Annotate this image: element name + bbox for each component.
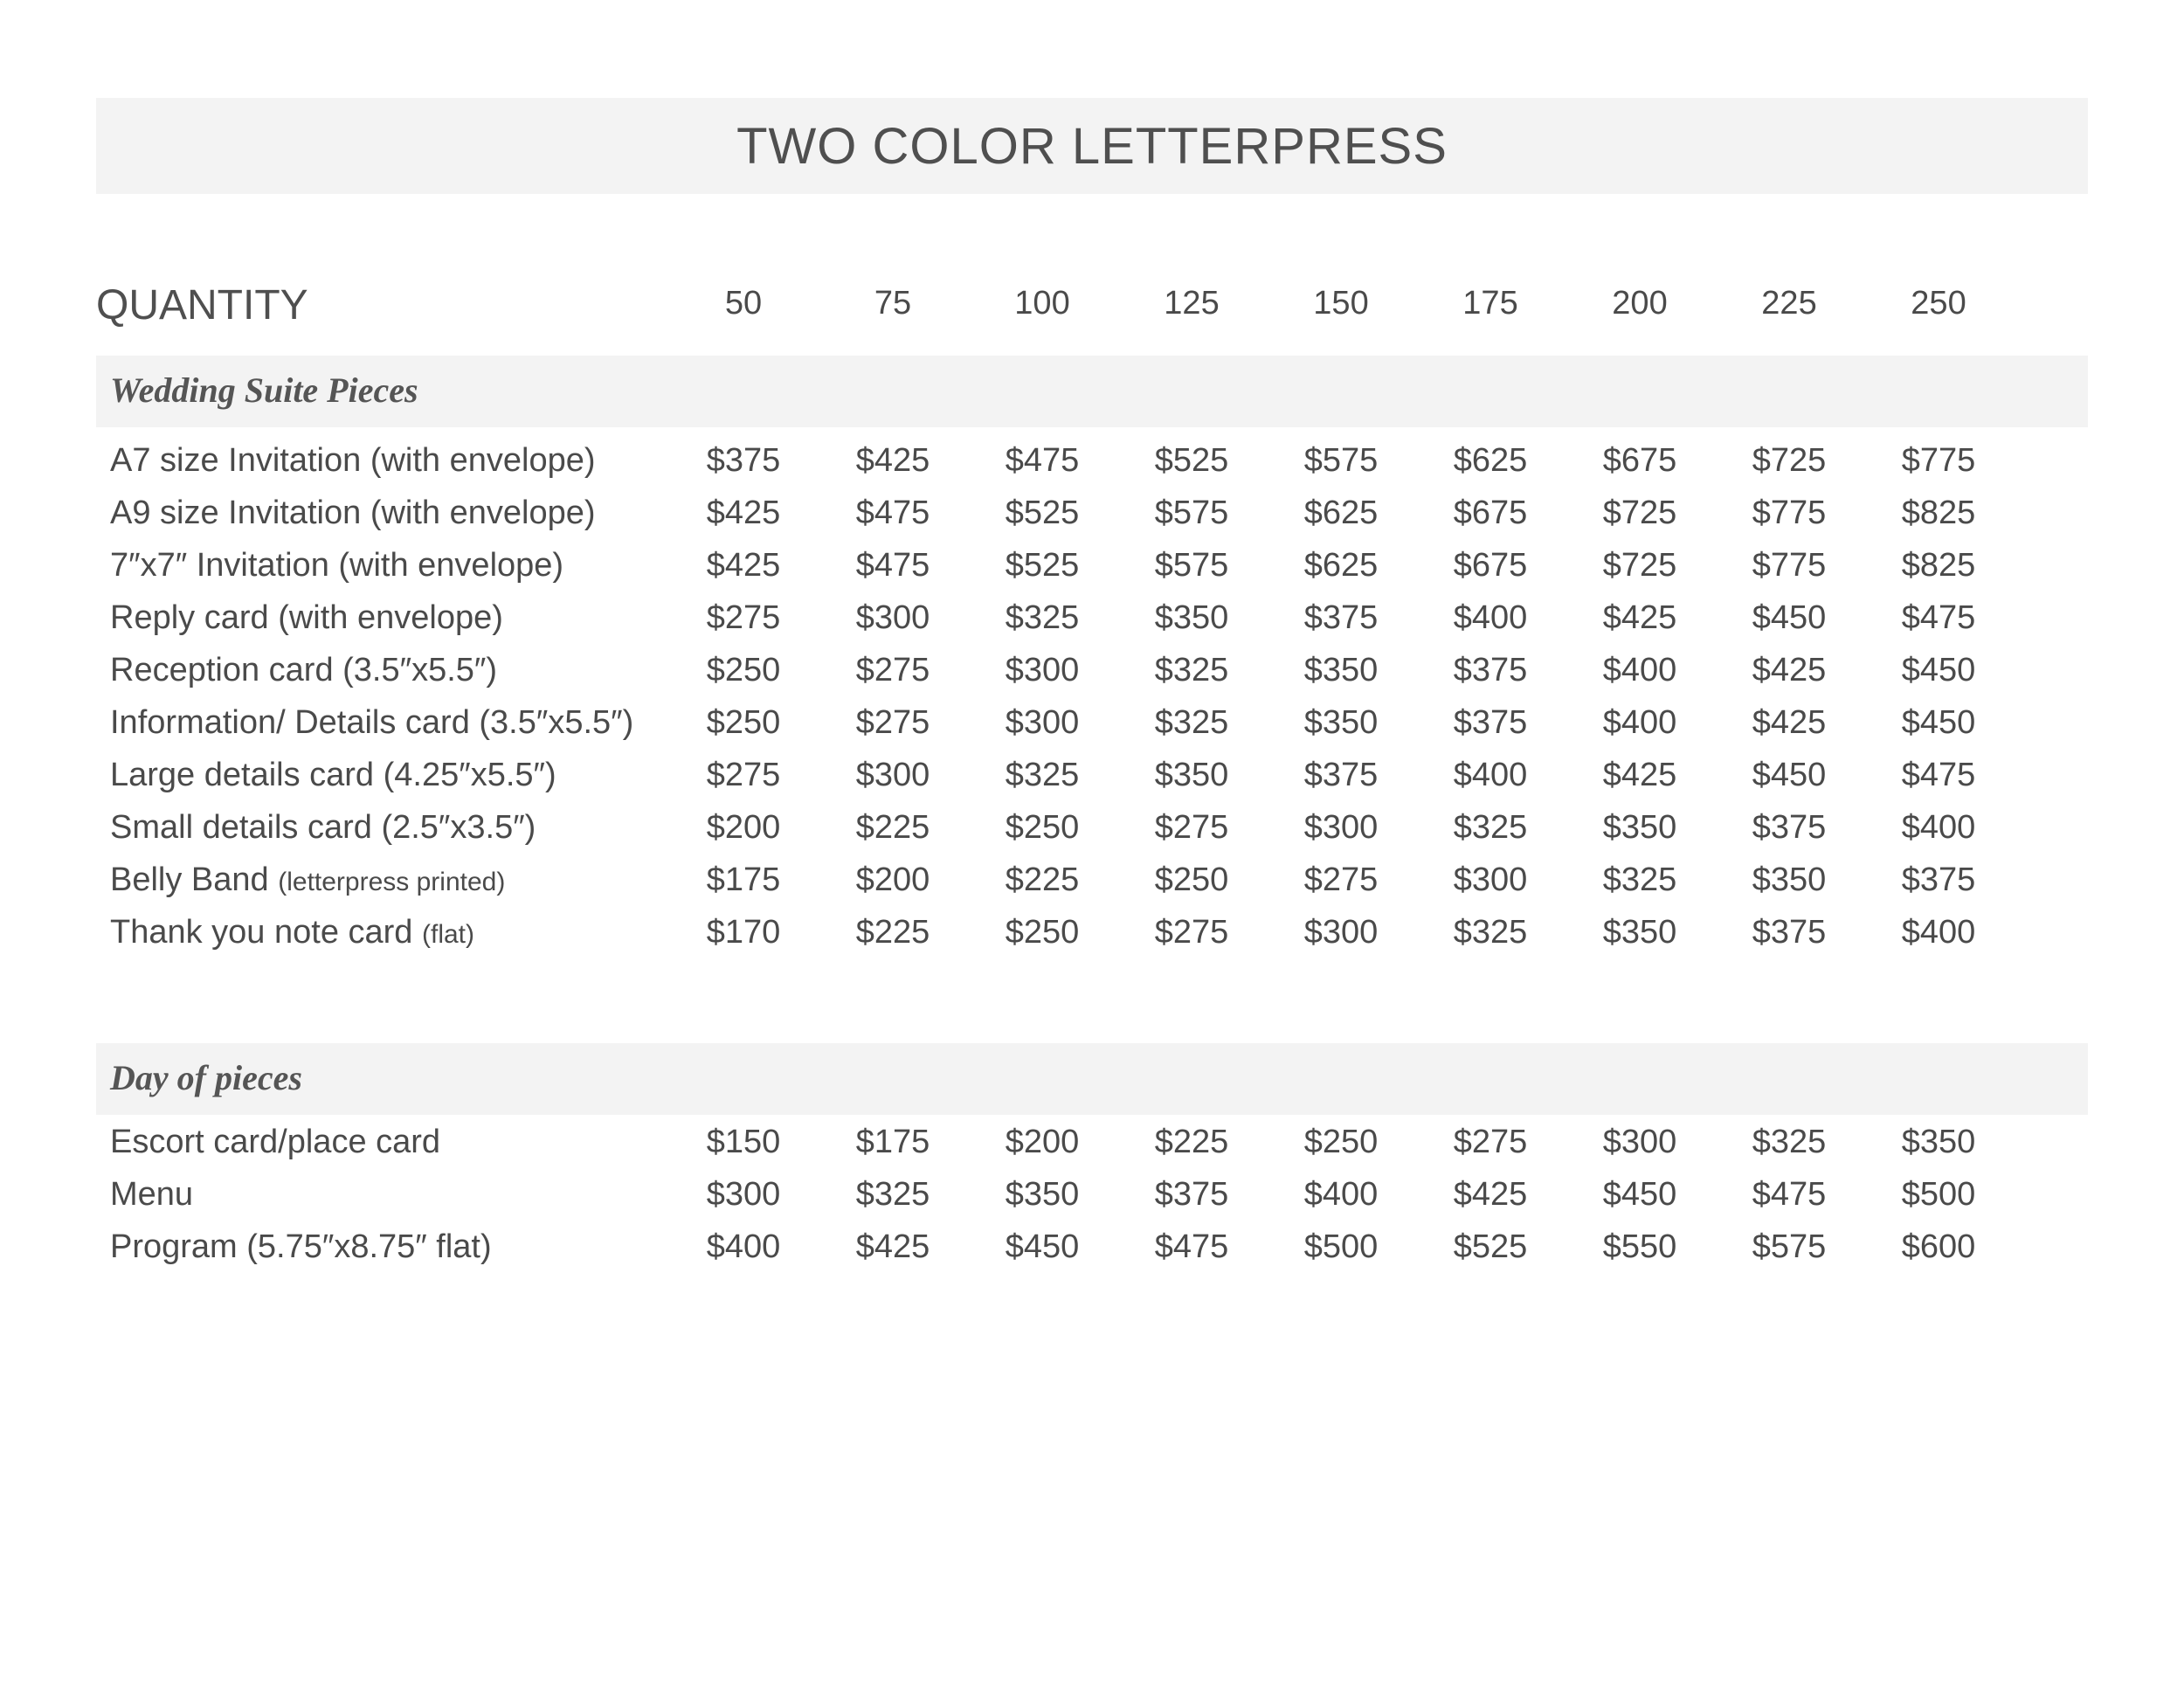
price-cell: $475 [1752, 1176, 1827, 1213]
price-cell: $275 [855, 652, 930, 688]
price-cell: $350 [1005, 1176, 1080, 1213]
row-label-text: Belly Band [110, 861, 269, 898]
row-label-text: 7″x7″ Invitation (with envelope) [110, 547, 564, 584]
quantity-header-cell: 200 [1612, 285, 1668, 322]
price-cell: $725 [1602, 547, 1677, 584]
row-label-text: Escort card/place card [110, 1124, 441, 1160]
price-cell: $475 [1901, 599, 1976, 636]
price-cell: $725 [1602, 495, 1677, 531]
quantity-header-cell: 250 [1911, 285, 1966, 322]
price-cell: $275 [706, 599, 781, 636]
section-heading: Day of pieces [110, 1058, 302, 1097]
price-cell: $350 [1154, 757, 1229, 793]
price-cell: $575 [1303, 442, 1379, 479]
price-cell: $475 [855, 547, 930, 584]
price-cell: $325 [1453, 809, 1528, 846]
price-cell: $150 [706, 1124, 781, 1160]
section-heading: Wedding Suite Pieces [110, 370, 418, 410]
price-cell: $675 [1453, 547, 1528, 584]
price-cell: $400 [1453, 757, 1528, 793]
row-label-text: Reply card (with envelope) [110, 599, 503, 636]
price-cell: $300 [855, 599, 930, 636]
price-cell: $450 [1005, 1228, 1080, 1265]
price-cell: $350 [1154, 599, 1229, 636]
price-cell: $400 [1602, 652, 1677, 688]
row-label [110, 757, 556, 794]
price-cell: $450 [1901, 704, 1976, 741]
price-cell: $350 [1602, 914, 1677, 951]
price-cell: $400 [1901, 809, 1976, 846]
price-cell: $200 [855, 861, 930, 898]
quantity-header-cell: 175 [1462, 285, 1518, 322]
price-cell: $275 [855, 704, 930, 741]
price-cell: $375 [1752, 914, 1827, 951]
price-cell: $525 [1154, 442, 1229, 479]
price-cell: $325 [1005, 757, 1080, 793]
price-cell: $675 [1453, 495, 1528, 531]
price-cell: $200 [706, 809, 781, 846]
quantity-header-cell: 150 [1313, 285, 1369, 322]
price-cell: $325 [1154, 652, 1229, 688]
price-cell: $225 [1005, 861, 1080, 898]
row-label-text: Information/ Details card (3.5″x5.5″) [110, 704, 634, 741]
price-cell: $300 [1005, 652, 1080, 688]
row-label [110, 652, 497, 689]
price-cell: $425 [706, 547, 781, 584]
price-cell: $175 [706, 861, 781, 898]
row-label [110, 861, 505, 899]
quantity-label: QUANTITY [96, 282, 308, 329]
price-cell: $425 [1602, 599, 1677, 636]
quantity-header-cell: 50 [724, 285, 763, 322]
quantity-header-cell: 225 [1761, 285, 1817, 322]
price-cell: $625 [1453, 442, 1528, 479]
price-cell: $775 [1901, 442, 1976, 479]
price-cell: $275 [706, 757, 781, 793]
price-cell: $375 [1154, 1176, 1229, 1213]
price-cell: $600 [1901, 1228, 1976, 1265]
price-cell: $825 [1901, 547, 1976, 584]
price-cell: $625 [1303, 495, 1379, 531]
quantity-header-cell: 75 [874, 285, 912, 322]
price-cell: $225 [855, 809, 930, 846]
row-label [110, 599, 503, 637]
price-cell: $250 [1005, 914, 1080, 951]
price-cell: $500 [1901, 1176, 1976, 1213]
price-cell: $625 [1303, 547, 1379, 584]
price-cell: $775 [1752, 495, 1827, 531]
page-title: TWO COLOR LETTERPRESS [736, 117, 1448, 175]
price-cell: $450 [1901, 652, 1976, 688]
price-cell: $300 [1005, 704, 1080, 741]
price-cell: $550 [1602, 1228, 1677, 1265]
row-label [110, 1228, 492, 1266]
price-cell: $525 [1453, 1228, 1528, 1265]
price-cell: $425 [855, 1228, 930, 1265]
row-label [110, 1124, 440, 1161]
price-cell: $450 [1602, 1176, 1677, 1213]
price-cell: $250 [706, 652, 781, 688]
price-cell: $300 [855, 757, 930, 793]
price-cell: $475 [1901, 757, 1976, 793]
section-day-of-pieces [96, 1043, 2088, 1115]
price-cell: $400 [1453, 599, 1528, 636]
title-bar [96, 98, 2088, 194]
price-cell: $475 [855, 495, 930, 531]
row-label [110, 442, 596, 480]
price-cell: $250 [1005, 809, 1080, 846]
price-cell: $275 [1154, 809, 1229, 846]
row-label-text: A7 size Invitation (with envelope) [110, 442, 596, 479]
price-cell: $350 [1602, 809, 1677, 846]
row-label-text: Program (5.75″x8.75″ flat) [110, 1228, 492, 1265]
price-cell: $400 [1901, 914, 1976, 951]
price-cell: $300 [1303, 809, 1379, 846]
price-cell: $300 [1453, 861, 1528, 898]
price-cell: $350 [1303, 652, 1379, 688]
price-cell: $425 [1453, 1176, 1528, 1213]
price-cell: $300 [706, 1176, 781, 1213]
price-cell: $475 [1005, 442, 1080, 479]
row-label [110, 809, 536, 847]
price-cell: $250 [706, 704, 781, 741]
price-cell: $400 [1602, 704, 1677, 741]
quantity-header-cell: 125 [1164, 285, 1220, 322]
price-cell: $425 [1602, 757, 1677, 793]
row-label [110, 547, 563, 585]
row-label [110, 914, 474, 951]
quantity-header-cell: 100 [1014, 285, 1070, 322]
price-cell: $575 [1154, 495, 1229, 531]
row-label [110, 495, 596, 532]
price-cell: $325 [1453, 914, 1528, 951]
price-cell: $350 [1901, 1124, 1976, 1160]
price-cell: $425 [1752, 652, 1827, 688]
row-label-text: A9 size Invitation (with envelope) [110, 495, 596, 531]
price-cell: $350 [1752, 861, 1827, 898]
row-label-text: Menu [110, 1176, 194, 1213]
price-cell: $325 [855, 1176, 930, 1213]
price-cell: $425 [706, 495, 781, 531]
price-cell: $300 [1602, 1124, 1677, 1160]
price-cell: $375 [1901, 861, 1976, 898]
price-cell: $250 [1303, 1124, 1379, 1160]
price-cell: $275 [1453, 1124, 1528, 1160]
price-cell: $400 [1303, 1176, 1379, 1213]
row-label [110, 704, 633, 742]
row-label-note: (flat) [422, 920, 474, 949]
price-cell: $450 [1752, 599, 1827, 636]
row-label-text: Small details card (2.5″x3.5″) [110, 809, 536, 846]
price-cell: $475 [1154, 1228, 1229, 1265]
row-label-text: Large details card (4.25″x5.5″) [110, 757, 556, 793]
price-cell: $200 [1005, 1124, 1080, 1160]
price-cell: $425 [855, 442, 930, 479]
price-cell: $225 [855, 914, 930, 951]
price-cell: $325 [1602, 861, 1677, 898]
row-label-note: (letterpress printed) [278, 868, 506, 896]
row-label-text: Thank you note card [110, 914, 413, 951]
price-cell: $500 [1303, 1228, 1379, 1265]
price-cell: $300 [1303, 914, 1379, 951]
price-cell: $250 [1154, 861, 1229, 898]
price-cell: $170 [706, 914, 781, 951]
price-cell: $375 [706, 442, 781, 479]
section-wedding-suite [96, 356, 2088, 427]
price-cell: $375 [1303, 757, 1379, 793]
price-cell: $825 [1901, 495, 1976, 531]
price-cell: $325 [1752, 1124, 1827, 1160]
price-cell: $525 [1005, 547, 1080, 584]
price-cell: $175 [855, 1124, 930, 1160]
price-cell: $450 [1752, 757, 1827, 793]
price-cell: $725 [1752, 442, 1827, 479]
price-cell: $400 [706, 1228, 781, 1265]
price-cell: $375 [1453, 652, 1528, 688]
row-label-text: Reception card (3.5″x5.5″) [110, 652, 498, 688]
price-cell: $375 [1303, 599, 1379, 636]
price-cell: $275 [1303, 861, 1379, 898]
price-cell: $525 [1005, 495, 1080, 531]
price-cell: $775 [1752, 547, 1827, 584]
row-label [110, 1176, 193, 1214]
price-cell: $375 [1752, 809, 1827, 846]
price-cell: $325 [1005, 599, 1080, 636]
price-cell: $375 [1453, 704, 1528, 741]
price-cell: $425 [1752, 704, 1827, 741]
price-cell: $575 [1752, 1228, 1827, 1265]
price-cell: $225 [1154, 1124, 1229, 1160]
price-cell: $325 [1154, 704, 1229, 741]
price-cell: $275 [1154, 914, 1229, 951]
price-cell: $575 [1154, 547, 1229, 584]
price-cell: $675 [1602, 442, 1677, 479]
price-cell: $350 [1303, 704, 1379, 741]
